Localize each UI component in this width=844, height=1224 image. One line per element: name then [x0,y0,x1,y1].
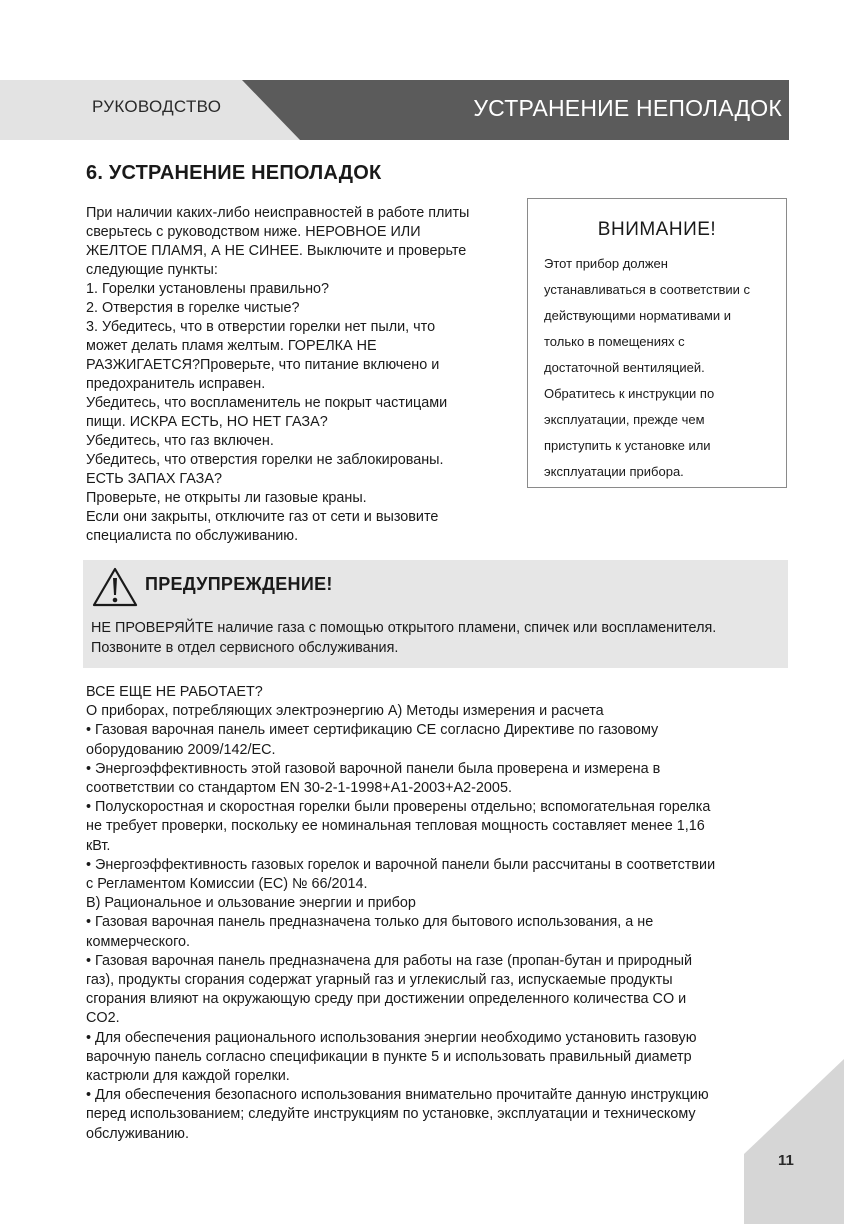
intro-line: пищи. ИСКРА ЕСТЬ, НО НЕТ ГАЗА? [86,414,328,430]
intro-line: 3. Убедитесь, что в отверстии горелки нет пыли, что [86,319,436,335]
body-line: • Для обеспечения рационального использования энергии необходимо установить газовую [86,1029,697,1046]
header-section-label: УСТРАНЕНИЕ НЕПОЛАДОК [473,95,782,121]
body-text [86,683,786,1144]
body-line: • Энергоэффективность этой газовой варочной панели была проверена и измерена в [86,760,661,777]
intro-line: ЕСТЬ ЗАПАХ ГАЗА? [86,471,222,487]
body-line: коммерческого. [86,933,191,950]
intro-line: Если они закрыты, отключите газ от сети и вызовите [86,509,439,525]
body-line: обслуживанию. [86,1125,189,1142]
intro-line: Проверьте, не открыты ли газовые краны. [86,490,367,506]
intro-line: Убедитесь, что воспламенитель не покрыт частицами [86,395,448,411]
attention-line: Этот прибор должен [544,256,668,271]
intro-line: предохранитель исправен. [86,376,266,392]
attention-text [544,251,750,485]
intro-line: следующие пункты: [86,262,218,278]
intro-line: ЖЕЛТОЕ ПЛАМЯ, А НЕ СИНЕЕ. Выключите и проверьте [86,243,467,259]
warning-text [91,618,716,658]
warning-triangle-icon [91,566,139,613]
body-line: • Газовая варочная панель имеет сертификацию CE согласно Директиве по газовому [86,722,659,739]
warning-line: НЕ ПРОВЕРЯЙТЕ наличие газа с помощью открытого пламени, спичек или воспламенителя. [91,620,717,636]
body-line: сгорания влияют на окружающую среду при достижении определенного количества CO и [86,991,687,1008]
body-line: • Газовая варочная панель предназначена только для бытового использования, а не [86,914,654,931]
attention-title: ВНИМАНИЕ! [597,219,717,240]
body-line: не требует проверки, поскольку ее номинальная тепловая мощность составляет менее 1,16 [86,818,705,835]
attention-line: приступить к установке или [544,438,711,453]
body-line: с Регламентом Комиссии (ЕС) № 66/2014. [86,876,368,893]
attention-line: Обратитесь к инструкции по [544,386,715,401]
body-line: О приборах, потребляющих электроэнергию А) Методы измерения и расчета [86,703,604,720]
intro-line: сверьтесь с руководством ниже. НЕРОВНОЕ ИЛИ [86,224,421,240]
attention-line: достаточной вентиляцией. [544,360,705,375]
body-line: кВт. [86,837,111,854]
intro-line: 2. Отверстия в горелке чистые? [86,300,300,316]
intro-line: Убедитесь, что газ включен. [86,433,274,449]
body-line: перед использованием; следуйте инструкциям по установке, эксплуатации и техническому [86,1106,696,1123]
body-line: • Газовая варочная панель предназначена для работы на газе (пропан-бутан и природный [86,952,693,969]
intro-line: 1. Горелки установлены правильно? [86,281,330,297]
intro-line: РАЗЖИГАЕТСЯ?Проверьте, что питание включено и [86,357,440,373]
body-line: соответствии со стандартом EN 30-2-1-1998+A1-2003+A2-2005. [86,780,512,797]
body-line: ВСЕ ЕЩЕ НЕ РАБОТАЕТ? [86,684,263,700]
intro-line: При наличии каких-либо неисправностей в работе плиты [86,205,470,221]
warning-panel [83,560,788,668]
attention-line: эксплуатации прибора. [544,464,684,479]
page-number: 11 [778,1152,794,1169]
intro-text [86,204,514,546]
intro-line: может делать пламя желтым. ГОРЕЛКА НЕ [86,338,377,354]
warning-line: Позвоните в отдел сервисного обслуживания. [91,640,399,656]
section-title: 6. УСТРАНЕНИЕ НЕПОЛАДОК [86,162,382,184]
attention-line: только в помещениях с [544,334,685,349]
body-line: оборудованию 2009/142/EC. [86,741,276,758]
attention-line: действующими нормативами и [544,308,731,323]
attention-line: эксплуатации, прежде чем [544,412,705,427]
body-line: кастрюли для каждой горелки. [86,1068,290,1085]
body-line: газ), продукты сгорания содержат угарный газ и углекислый газ, испускаемые продукты [86,972,673,989]
attention-box [527,198,787,488]
body-line: CO2. [86,1010,120,1027]
body-line: • Для обеспечения безопасного использования внимательно прочитайте данную инструкцию [86,1087,709,1104]
body-line: варочную панель согласно спецификации в пункте 5 и использовать правильный диаметр [86,1048,692,1065]
body-line: • Энергоэффективность газовых горелок и варочной панели были рассчитаны в соответствии [86,856,716,873]
body-line: • Полускоростная и скоростная горелки были проверены отдельно; вспомогательная горелка [86,799,711,816]
body-line: В) Рациональное и ользование энергии и прибор [86,895,416,912]
intro-line: Убедитесь, что отверстия горелки не заблокированы. [86,452,444,468]
warning-title: ПРЕДУПРЕЖДЕНИЕ! [145,574,333,594]
header-manual-label: РУКОВОДСТВО [92,97,222,116]
intro-line: специалиста по обслуживанию. [86,528,299,544]
attention-line: устанавливаться в соответствии с [544,282,750,297]
